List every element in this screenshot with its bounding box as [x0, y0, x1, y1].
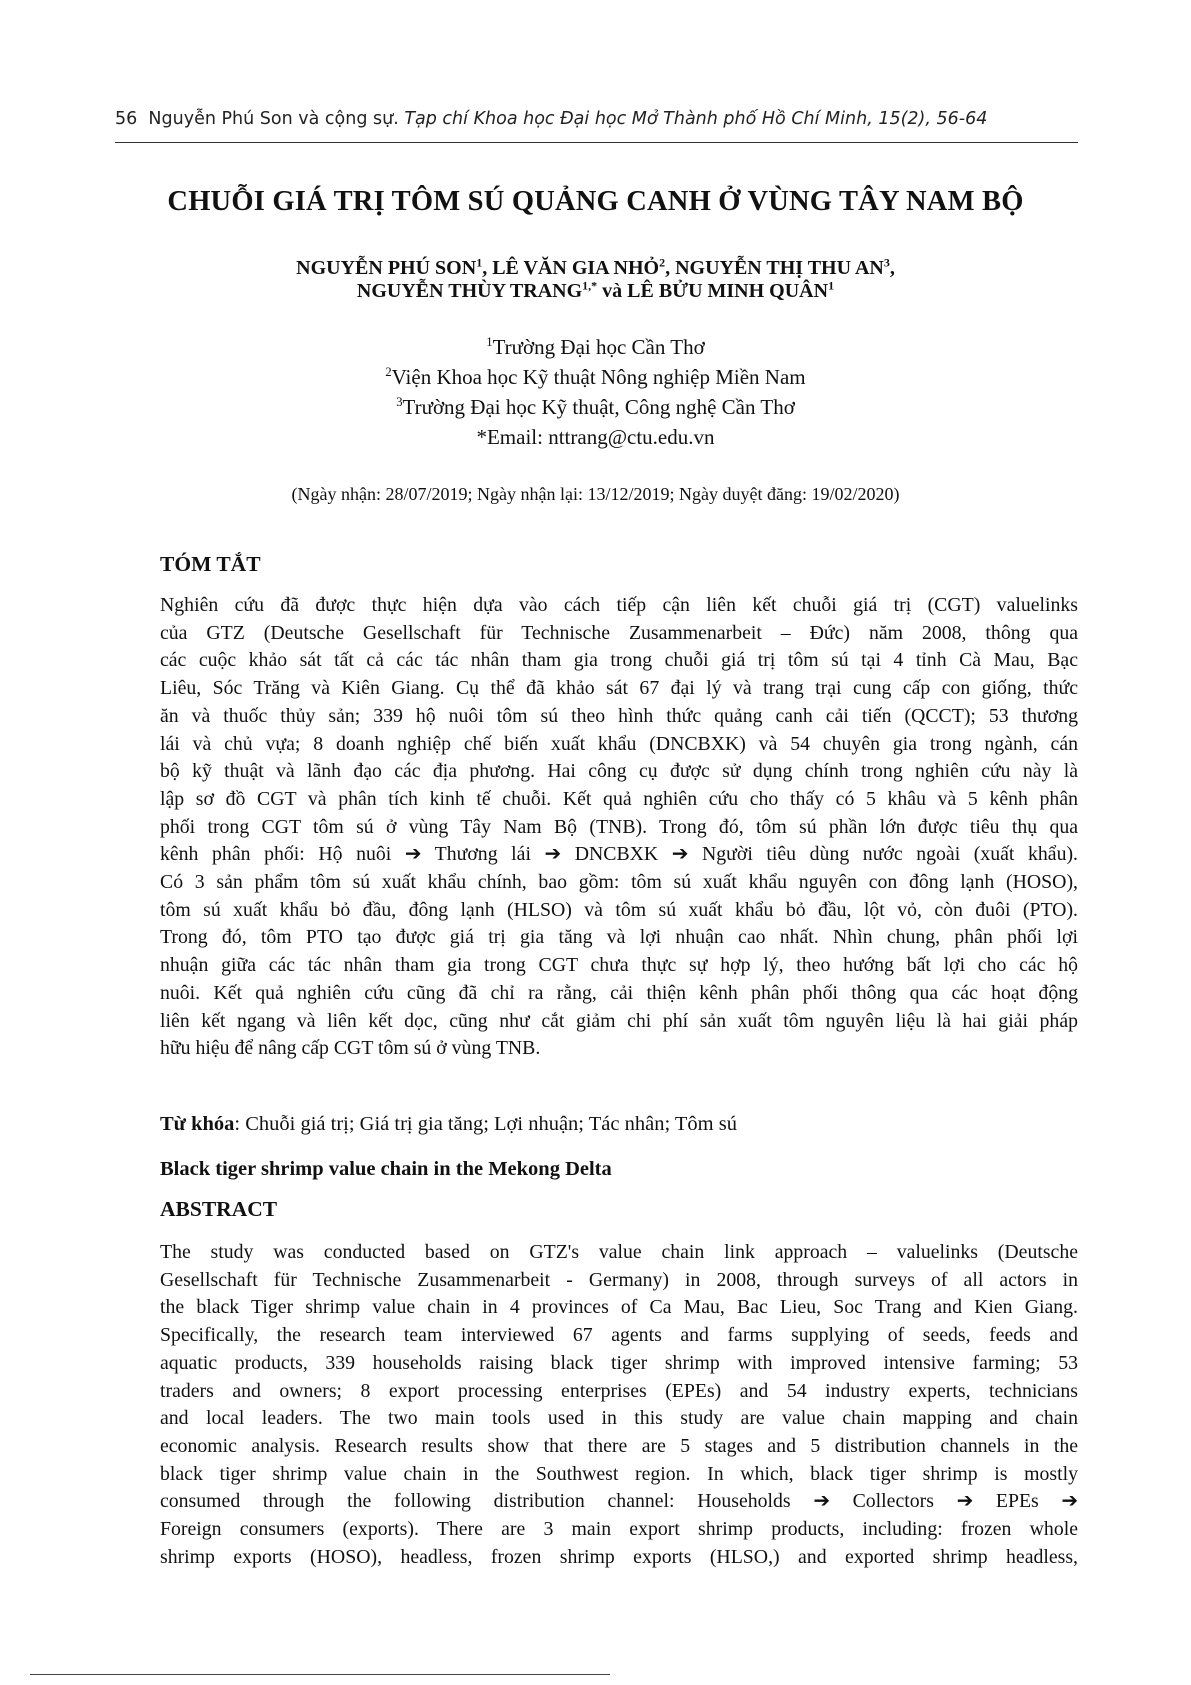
- header-authors: Nguyễn Phú Son và cộng sự.: [148, 109, 399, 129]
- text-line: phối trong CGT tôm sú ở vùng Tây Nam Bộ (TNB). Trong đó, tôm sú phần lớn được tiêu thụ qua: [160, 815, 1078, 838]
- affil-mark: 1: [486, 335, 493, 349]
- english-title: Black tiger shrimp value chain in the Mekong Delta: [160, 1158, 612, 1180]
- author-name: và LÊ BỬU MINH QUÂN: [597, 280, 829, 302]
- header-divider: [115, 142, 1078, 143]
- text-line: ăn và thuốc thủy sản; 339 hộ nuôi tôm sú theo hình thức quảng canh cải tiến (QCCT); 53 thương: [160, 704, 1078, 727]
- author-line-1: [0, 257, 1191, 280]
- summary-heading: TÓM TẮT: [160, 552, 261, 576]
- text-line: consumed through the following distribution channel: Households ➔ Collectors ➔ EPEs ➔: [160, 1490, 1078, 1513]
- text-line: aquatic products, 339 households raising black tiger shrimp with improved intensive farming; 53: [160, 1351, 1078, 1374]
- text-line: liên kết ngang và liên kết dọc, cũng như cắt giảm chi phí sản xuất tôm nguyên liệu là hai giải pháp: [160, 1009, 1078, 1032]
- text-line: Gesellschaft für Technische Zusammenarbeit - Germany) in 2008, through surveys of all actors in: [160, 1268, 1078, 1291]
- affiliation-2: [0, 362, 1191, 392]
- affiliations: [0, 332, 1191, 452]
- text-line: Specifically, the research team interviewed 67 agents and farms supplying of seeds, feeds and: [160, 1324, 1078, 1347]
- keywords-label: Từ khóa: [160, 1113, 235, 1135]
- text-line: economic analysis. Research results show that there are 5 stages and 5 distribution channels in the: [160, 1434, 1078, 1457]
- text-line: Nghiên cứu đã được thực hiện dựa vào cách tiếp cận liên kết chuỗi giá trị (CGT) valuelinks: [160, 594, 1078, 616]
- affil-mark: 2: [385, 365, 392, 379]
- text-line: Trong đó, tôm PTO tạo được giá trị gia tăng và lợi nhuận cao nhất. Nhìn chung, phân phối lợi: [160, 926, 1078, 949]
- text-line: Liêu, Sóc Trăng và Kiên Giang. Cụ thể đã khảo sát 67 đại lý và trang trại cung cấp con giống, thức: [160, 677, 1078, 700]
- text-line: The study was conducted based on GTZ's value chain link approach – valuelinks (Deutsche: [160, 1241, 1078, 1263]
- author-affil-mark: 2: [659, 255, 666, 270]
- affiliation-1: [0, 332, 1191, 362]
- author-line-2: [0, 280, 1191, 303]
- text-line: lập sơ đồ CGT và phân tích kinh tế chuỗi. Kết quả nghiên cứu cho thấy có 5 khâu và 5 kênh phân: [160, 787, 1078, 810]
- text-line: hữu hiệu để nâng cấp CGT tôm sú ở vùng TNB.: [160, 1037, 541, 1060]
- author-name: NGUYỄN PHÚ SON: [296, 257, 477, 279]
- author-list: [0, 257, 1191, 303]
- text-line: traders and owners; 8 export processing enterprises (EPEs) and 54 industry experts, technicians: [160, 1379, 1078, 1402]
- author-affil-mark: 1,*: [582, 278, 598, 293]
- abstract-paragraph: [160, 1239, 1078, 1571]
- text-line: tôm sú xuất khẩu bỏ đầu, đông lạnh (HLSO) và tôm sú xuất khẩu bỏ đầu, lột vỏ, còn đuôi (PTO).: [160, 898, 1078, 921]
- author-name: , NGUYỄN THỊ THU AN: [665, 257, 884, 279]
- text-line: kênh phân phối: Hộ nuôi ➔ Thương lái ➔ DNCBXK ➔ Người tiêu dùng nước ngoài (xuất khẩu).: [160, 843, 1078, 866]
- affil-mark: 3: [396, 395, 403, 409]
- text-line: and local leaders. The two main tools used in this study are value chain mapping and chain: [160, 1407, 1078, 1430]
- summary-paragraph: [160, 592, 1078, 1063]
- affil-text: Viện Khoa học Kỹ thuật Nông nghiệp Miền Nam: [391, 365, 806, 389]
- text-line: các cuộc khảo sát tất cả các tác nhân tham gia trong chuỗi giá trị tôm sú tại 4 tỉnh Cà Mau, Bạc: [160, 649, 1078, 672]
- running-header: [115, 109, 1077, 129]
- text-line: lái và chủ vựa; 8 doanh nghiệp chế biến xuất khẩu (DNCBXK) và 54 chuyên gia trong ngành, cán: [160, 732, 1078, 755]
- author-affil-mark: 3: [883, 255, 890, 270]
- text-line: the black Tiger shrimp value chain in 4 provinces of Ca Mau, Bac Lieu, Soc Trang and Kien Giang.: [160, 1296, 1078, 1319]
- author-name: , LÊ VĂN GIA NHỎ: [482, 257, 660, 279]
- keywords: [160, 1113, 737, 1136]
- text-line: Foreign consumers (exports). There are 3 main export shrimp products, including: frozen whole: [160, 1518, 1078, 1541]
- abstract-heading: ABSTRACT: [160, 1197, 278, 1221]
- affil-text: Trường Đại học Kỹ thuật, Công nghệ Cần Thơ: [402, 395, 795, 419]
- journal-citation: Tạp chí Khoa học Đại học Mở Thành phố Hồ Chí Minh, 15(2), 56-64: [404, 109, 988, 129]
- author-affil-mark: 1: [828, 278, 835, 293]
- corresponding-email: *Email: nttrang@ctu.edu.vn: [476, 425, 715, 449]
- author-name: NGUYỄN THÙY TRANG: [356, 280, 583, 302]
- affil-text: Trường Đại học Cần Thơ: [492, 335, 705, 359]
- text-line: Có 3 sản phẩm tôm sú xuất khẩu chính, bao gồm: tôm sú xuất khẩu nguyên con đông lạnh (HOSO),: [160, 871, 1078, 894]
- text-line: bộ kỹ thuật và lãnh đạo các địa phương. Hai công cụ được sử dụng chính trong nghiên cứu này là: [160, 760, 1078, 783]
- article-title: CHUỖI GIÁ TRỊ TÔM SÚ QUẢNG CANH Ở VÙNG TÂY NAM BỘ: [167, 186, 1024, 217]
- text-line: nhuận giữa các tác nhân tham gia trong CGT chưa thực sự hợp lý, theo hướng bất lợi cho các hộ: [160, 954, 1078, 977]
- text-line: của GTZ (Deutsche Gesellschaft für Technische Zusammenarbeit – Đức) năm 2008, thông qua: [160, 621, 1078, 644]
- page-number: 56: [115, 109, 138, 129]
- affiliation-3: [0, 392, 1191, 422]
- submission-dates: (Ngày nhận: 28/07/2019; Ngày nhận lại: 13/12/2019; Ngày duyệt đăng: 19/02/2020): [291, 484, 900, 504]
- text-line: black tiger shrimp value chain in the Southwest region. In which, black tiger shrimp is mostly: [160, 1462, 1078, 1485]
- author-separator: ,: [889, 257, 895, 279]
- text-line: shrimp exports (HOSO), headless, frozen shrimp exports (HLSO,) and exported shrimp headless,: [160, 1545, 1078, 1568]
- footnote-divider: [30, 1674, 610, 1675]
- keywords-text: : Chuỗi giá trị; Giá trị gia tăng; Lợi nhuận; Tác nhân; Tôm sú: [234, 1113, 737, 1135]
- text-line: nuôi. Kết quả nghiên cứu cũng đã chỉ ra rằng, cải thiện kênh phân phối thông qua các hoạt động: [160, 981, 1078, 1004]
- author-affil-mark: 1: [476, 255, 483, 270]
